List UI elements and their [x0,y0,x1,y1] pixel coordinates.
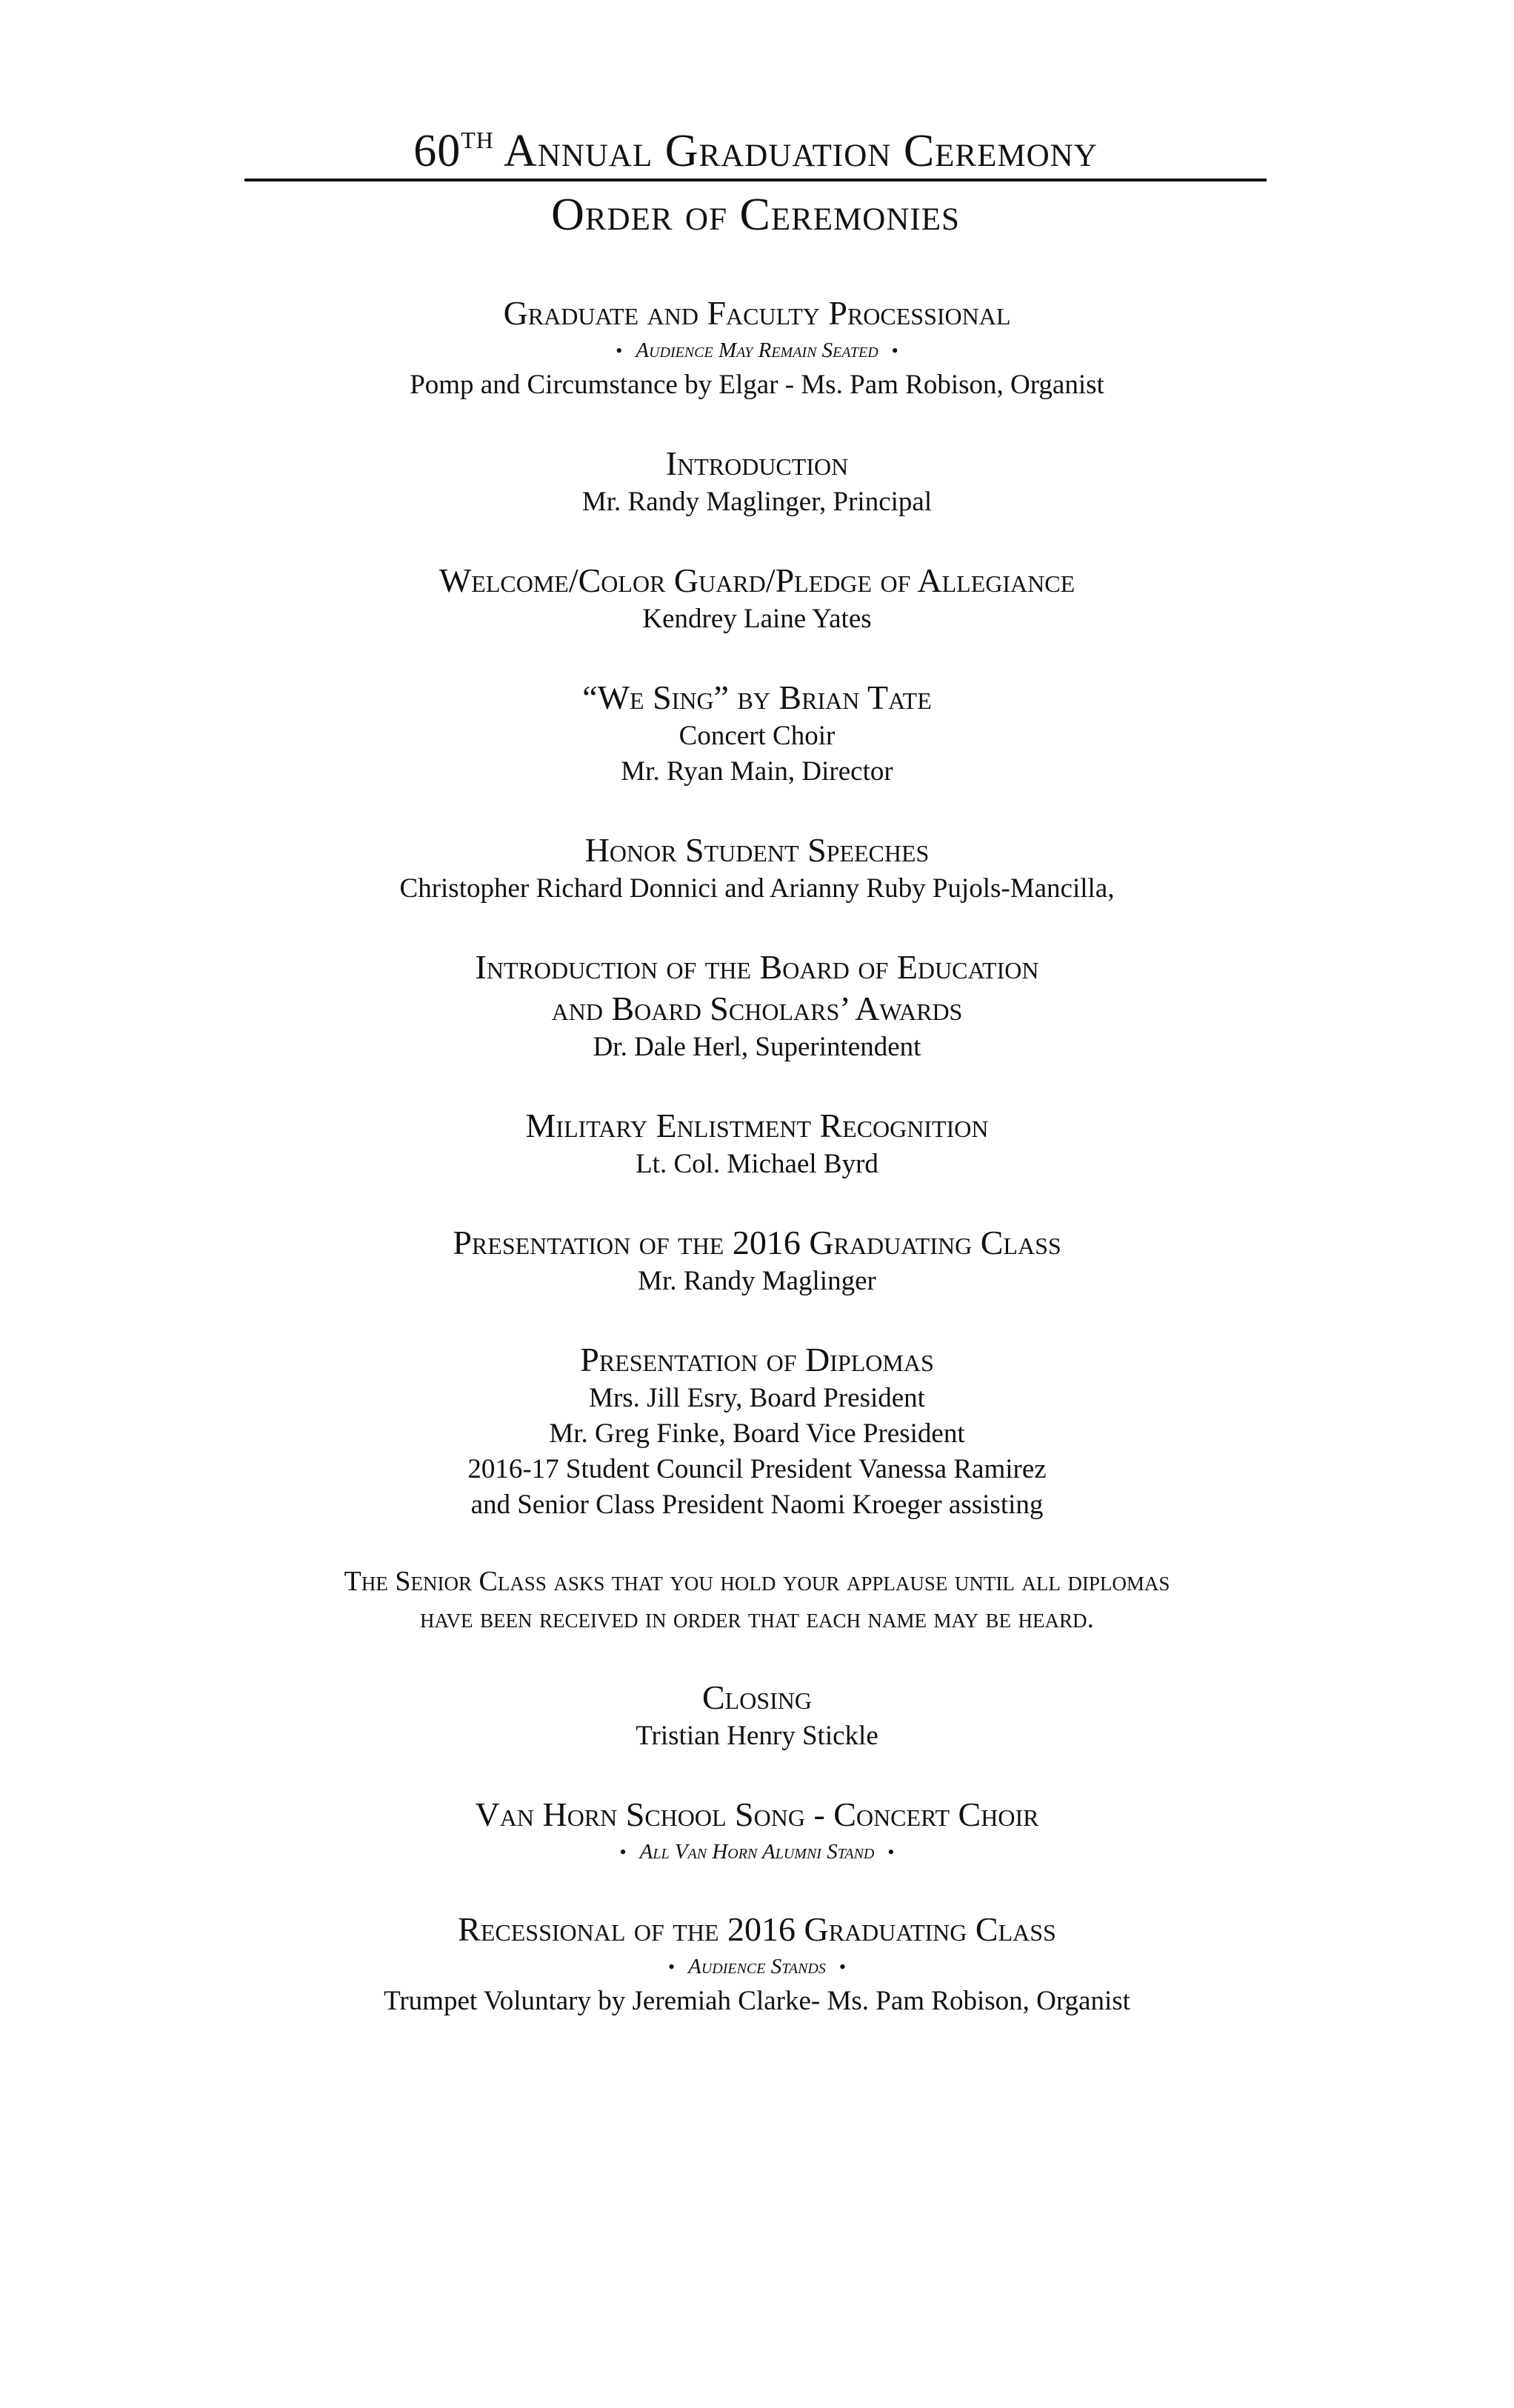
title-number: 60 [413,126,461,176]
item-detail: Tristian Henry Stickle [636,1721,878,1751]
page-subtitle: Order of Ceremonies [551,190,960,240]
bullet-icon: • [668,1956,676,1978]
bullet-icon: • [619,1841,627,1863]
item-heading: Military Enlistment Recognition [525,1107,989,1144]
program-item-welcome [0,560,1514,637]
page-title [244,122,1267,180]
program-list [0,293,1514,2059]
item-detail: Mr. Greg Finke, Board Vice President [549,1418,965,1449]
program-item-honor-speeches [0,830,1514,907]
title-ordinal: TH [461,127,494,153]
applause-notice [0,1563,1514,1637]
item-detail: Christopher Richard Donnici and Arianny Ruby Pujols-Mancilla, [399,873,1115,904]
notice-line: have been received in order that each name may be heard. [420,1603,1094,1634]
item-detail: and Senior Class President Naomi Kroeger assisting [470,1490,1044,1520]
item-detail: Mr. Randy Maglinger, Principal [581,487,933,517]
program-item-processional [0,293,1514,403]
item-detail: Mr. Randy Maglinger [638,1266,876,1296]
program-item-diplomas [0,1339,1514,1523]
bullet-icon: • [891,340,898,361]
note-text: Audience Stands [688,1955,826,1978]
program-item-school-song [0,1794,1514,1869]
item-detail: Concert Choir [678,721,836,751]
item-detail: Trumpet Voluntary by Jeremiah Clarke- Ms. Pam Robison, Organist [384,1986,1130,2016]
item-detail: Pomp and Circumstance by Elgar - Ms. Pam Robison, Organist [410,370,1104,400]
note-text: All Van Horn Alumni Stand [639,1840,875,1864]
item-note [0,1835,1514,1869]
program-item-recessional [0,1909,1514,2019]
item-heading: Introduction [665,444,849,482]
program-item-military-recognition [0,1105,1514,1182]
item-detail: Lt. Col. Michael Byrd [636,1149,878,1179]
item-detail: Mrs. Jill Esry, Board President [589,1383,925,1413]
notice-line: The Senior Class asks that you hold your applause until all diplomas [344,1566,1170,1597]
program-item-we-sing [0,677,1514,790]
item-heading: “We Sing” by Brian Tate [582,678,932,716]
item-heading: Graduate and Faculty Processional [503,294,1011,332]
program-item-class-presentation [0,1222,1514,1299]
item-detail: Kendrey Laine Yates [642,604,872,634]
bullet-icon: • [616,340,623,361]
item-heading: Closing [701,1678,812,1716]
item-heading: Honor Student Speeches [584,831,930,869]
program-item-closing [0,1677,1514,1754]
title-rest: Annual Graduation Ceremony [503,126,1098,176]
title-rule [244,179,1267,181]
program-item-introduction [0,443,1514,520]
program-item-board-introduction [0,947,1514,1065]
item-note [0,1950,1514,1984]
item-detail: Dr. Dale Herl, Superintendent [593,1032,921,1062]
item-detail: Mr. Ryan Main, Director [621,756,893,787]
item-heading-continued: and Board Scholars’ Awards [551,990,963,1027]
item-heading: Van Horn School Song - Concert Choir [475,1795,1039,1833]
item-heading: Presentation of Diplomas [580,1341,934,1378]
item-detail: 2016-17 Student Council President Vanessa Ramirez [467,1454,1047,1484]
bullet-icon: • [838,1956,846,1978]
bullet-icon: • [887,1841,895,1863]
program-header [244,122,1267,244]
item-heading: Introduction of the Board of Education [475,948,1039,986]
item-heading: Welcome/Color Guard/Pledge of Allegiance [438,561,1076,599]
item-heading: Recessional of the 2016 Graduating Class [458,1910,1056,1948]
item-heading: Presentation of the 2016 Graduating Class [453,1224,1061,1261]
item-note [0,334,1514,367]
note-text: Audience May Remain Seated [636,338,878,362]
